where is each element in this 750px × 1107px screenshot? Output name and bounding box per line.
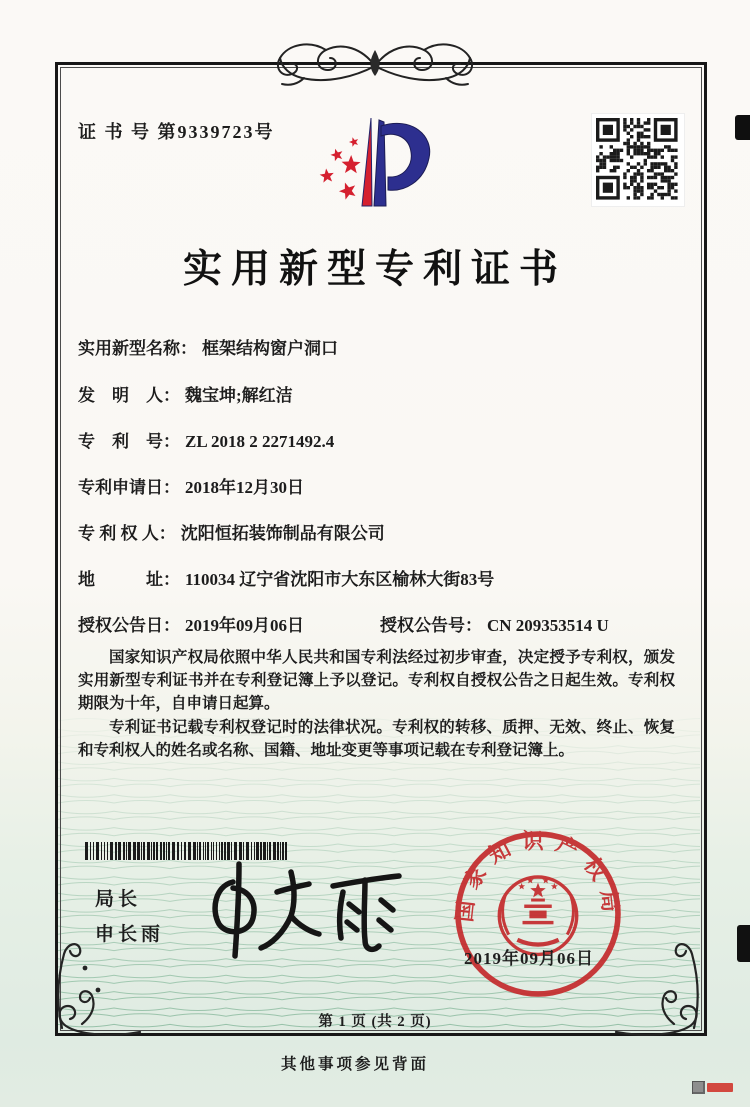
qr-code [592,114,684,206]
top-scroll-ornament-icon [258,36,492,92]
field-patentee [78,519,385,544]
field-value: ZL 2018 2 2271492.4 [185,432,335,451]
scan-edge-mark [737,925,750,962]
legal-text-block [78,646,675,762]
scanner-watermark-badge [707,1083,733,1092]
field-label: 授权公告日： [78,616,180,635]
ornament-center-leaf [370,50,379,76]
field-address [78,565,494,590]
legal-paragraph-1: 国家知识产权局依照中华人民共和国专利法经过初步审查，决定授予专利权，颁发实用新型专利证书并在专利登记簿上予以登记。专利权自授权公告之日起生效。专利权期限为十年，自申请日起算。 [78,649,675,713]
back-side-note: 其他事项参见背面 [280,1056,429,1073]
ornament-left-half [278,44,375,84]
page-number: 第 1 页 (共 2 页) [318,1014,432,1030]
field-value: 框架结构窗户洞口 [202,339,338,358]
legal-paragraph-2: 专利证书记载专利权登记时的法律状况。专利权的转移、质押、无效、终止、恢复和专利权人的姓名或名称、国籍、地址变更等事项记载在专利登记簿上。 [78,718,675,759]
cnipa-logo-icon [308,102,468,222]
ornament-right-half [375,44,472,84]
director-name: 申长雨 [95,924,165,945]
seal-date: 2019年09月06日 [464,949,594,968]
seal-text: 国家知识产权局 [452,829,624,924]
scanner-watermark-qr-icon [692,1081,705,1094]
scan-edge-mark [735,115,750,140]
field-value: 沈阳恒拓装饰制品有限公司 [180,524,385,543]
field-label: 发 明 人： [78,386,180,405]
field-value: 2018年12月30日 [185,478,304,497]
field-label: 专 利 权 人： [78,524,176,543]
field-utility-model-name [78,334,338,359]
field-label: 专利申请日： [78,478,180,497]
field-label: 专 利 号： [78,432,180,451]
director-signature [195,852,415,964]
qr-code-modules [596,118,678,200]
field-grant-date [78,616,304,635]
logo-stars [319,136,361,201]
field-value: 110034 辽宁省沈阳市大东区榆林大街83号 [185,570,495,589]
field-inventor [78,381,293,406]
field-value: CN 209353514 U [487,616,609,635]
logo-p-mark [362,118,430,206]
certificate-number: 证 书 号 第9339723号 [78,122,275,142]
field-label: 地 址： [78,570,180,589]
field-value: 2019年09月06日 [185,616,304,635]
seal-national-emblem [499,877,576,955]
certificate-title: 实用新型专利证书 [182,248,567,291]
field-filing-date [78,473,304,498]
field-label: 实用新型名称： [78,339,197,358]
cnipa-seal [452,828,624,1000]
field-grant-row [78,611,678,636]
field-value: 魏宝坤;解红洁 [185,386,293,405]
field-grant-number [380,611,609,636]
field-patent-number [78,427,334,452]
field-label: 授权公告号： [380,616,482,635]
director-title: 局长 [95,889,142,910]
